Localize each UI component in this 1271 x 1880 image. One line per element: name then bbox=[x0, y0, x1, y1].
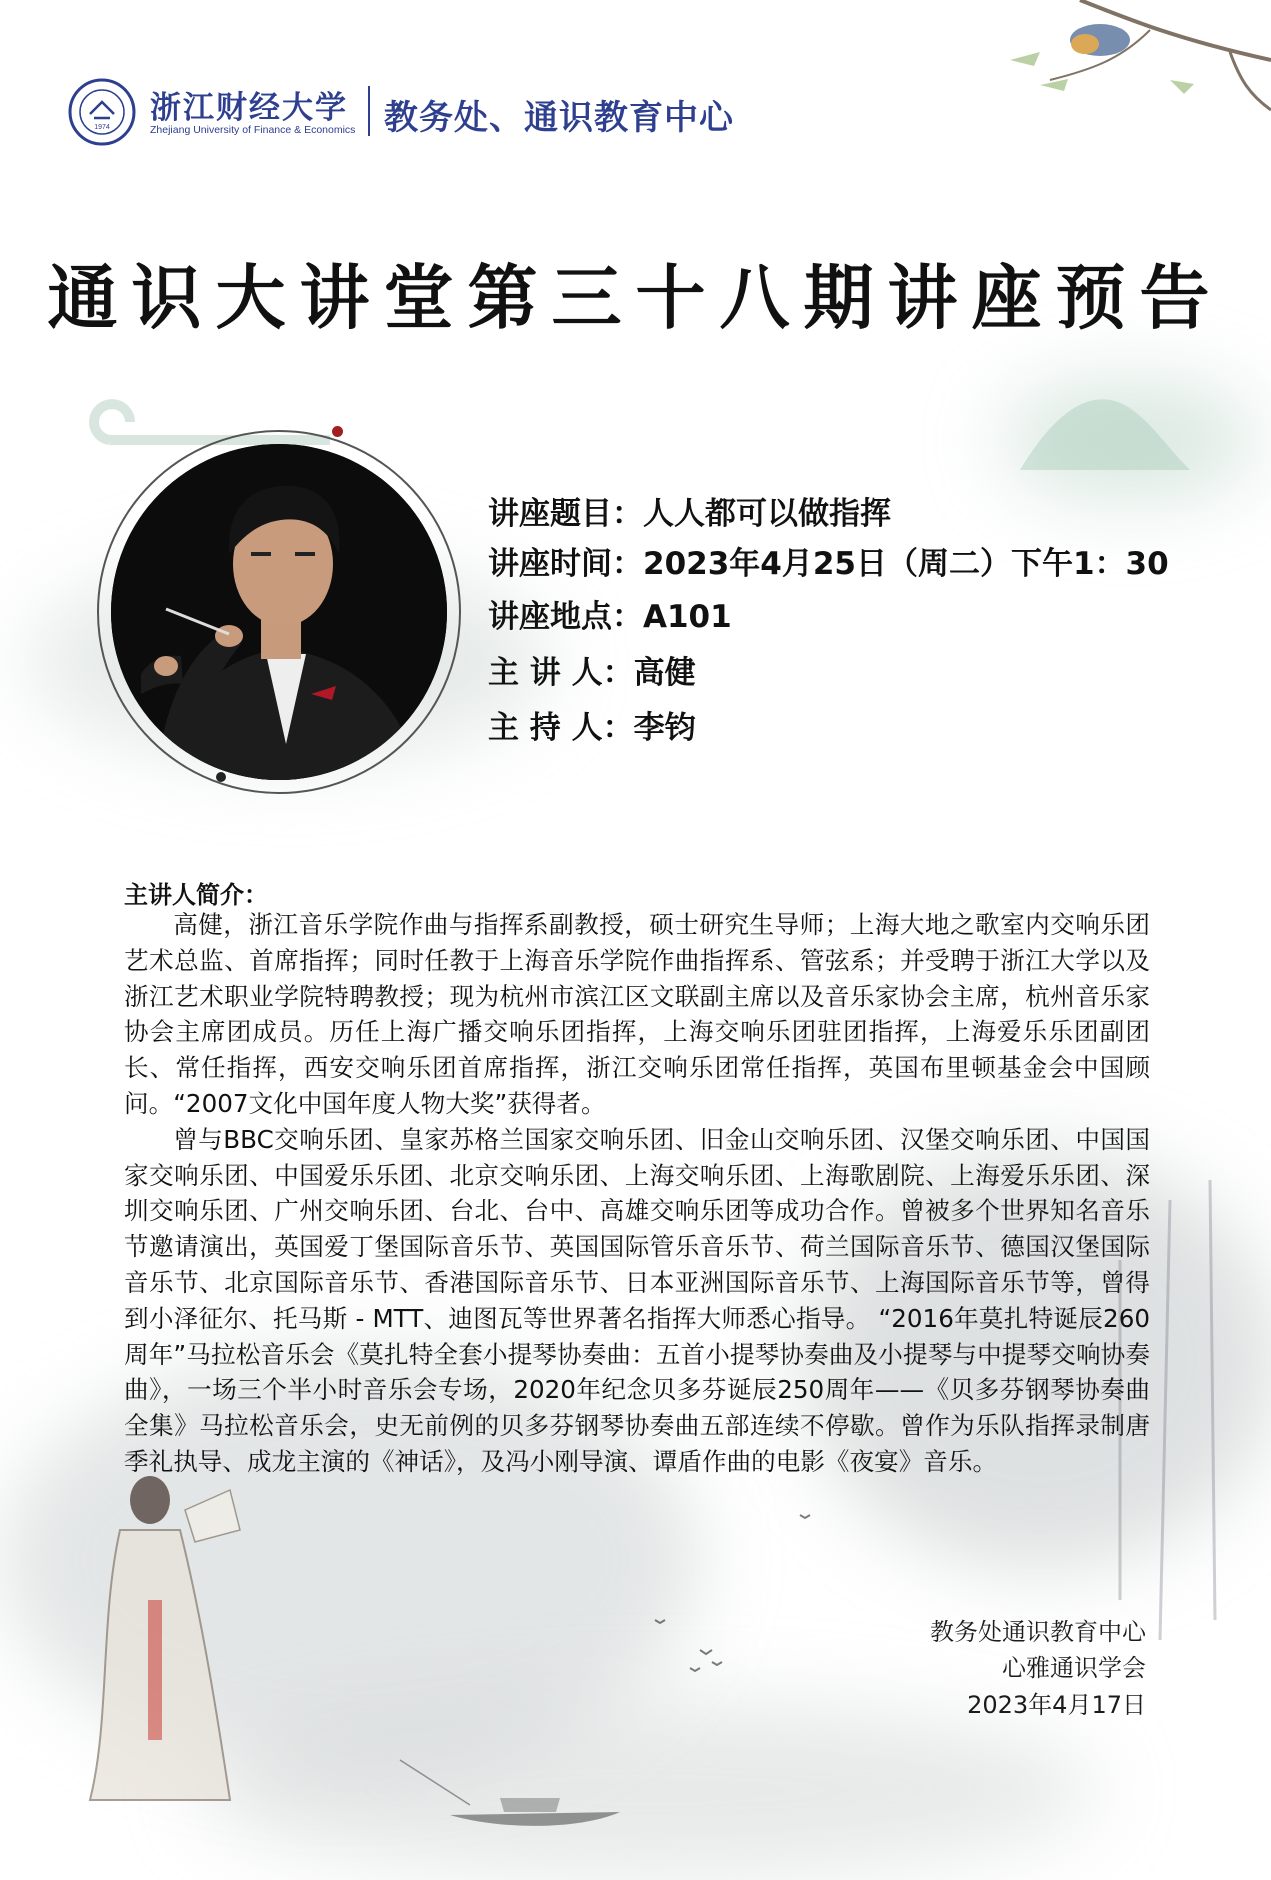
lecture-host-row bbox=[488, 702, 696, 747]
footer-society: 心雅通识学会 bbox=[1002, 1654, 1146, 1682]
flying-birds bbox=[655, 1515, 810, 1671]
bio-paragraph-2: 曾与BBC交响乐团、皇家苏格兰国家交响乐团、旧金山交响乐团、汉堡交响乐团、中国国家交响乐团、中国爱乐乐团、北京交响乐团、上海交响乐团、上海歌剧院、上海爱乐乐团、深圳交响乐团、广州交响乐团、台北、台中、高雄交响乐团等成功合作。曾被多个世界知名音乐节邀请演出，英国爱丁堡国际音乐节、英国国际管乐音乐节、荷兰国际音乐节、德国汉堡国际音乐节、北京国际音乐节、香港国际音乐节、日本亚洲国际音乐节、上海国际音乐节等，曾得到小泽征尔、托马斯 - MTT、迪图瓦等世界著名指挥大师悉心指导。 “2016年莫扎特诞辰260周年”马拉松音乐会《莫扎特全套小提琴协奏曲：五首小提琴协奏曲及小提琴与中提琴交响协奏曲》，一场三个半小时音乐会专场，2020年纪念贝多芬诞辰250周年——《贝多芬钢琴协奏曲全集》马拉松音乐会，史无前例的贝多芬钢琴协奏曲五部连续不停歇。曾作为乐队指挥录制唐季礼执导、成龙主演的《神话》，及冯小刚导演、谭盾作曲的电影《夜宴》音乐。 bbox=[124, 1124, 1150, 1476]
university-seal-logo bbox=[68, 78, 136, 146]
host-label: 主 持 人： bbox=[488, 710, 634, 746]
boat bbox=[400, 1760, 620, 1826]
lecture-time-row bbox=[488, 538, 1169, 583]
lecture-location-row bbox=[488, 591, 732, 636]
host-value: 李钧 bbox=[633, 710, 696, 746]
speaker-label: 主 讲 人： bbox=[488, 655, 634, 691]
decor-dot-red bbox=[332, 426, 343, 437]
bio-paragraph-1: 高健，浙江音乐学院作曲与指挥系副教授，硕士研究生导师；上海大地之歌室内交响乐团艺术总监、首席指挥；同时任教于上海音乐学院作曲指挥系、管弦系；并受聘于浙江大学以及浙江艺术职业学院特聘教授；现为杭州市滨江区文联副主席以及音乐家协会主席，杭州音乐家协会主席团成员。历任上海广播交响乐团指挥，上海交响乐团驻团指挥，上海爱乐乐团副团长、常任指挥，西安交响乐团首席指挥，浙江交响乐团常任指挥，英国布里顿基金会中国顾问。“2007文化中国年度人物大奖”获得者。 bbox=[124, 910, 1150, 1118]
footer-date: 2023年4月17日 bbox=[967, 1691, 1146, 1719]
department-name: 教务处、通识教育中心 bbox=[384, 98, 734, 138]
university-name-en: Zhejiang University of Finance & Economics bbox=[150, 124, 356, 136]
topic-value: 人人都可以做指挥 bbox=[643, 496, 891, 532]
time-value: 2023年4月25日（周二）下午1：30 bbox=[643, 546, 1169, 582]
decor-dot-dark bbox=[216, 772, 226, 782]
lecture-speaker-row bbox=[488, 647, 696, 692]
conductor-illustration bbox=[111, 444, 447, 780]
seal-year: 1974 bbox=[94, 124, 110, 131]
branch-bird-illustration bbox=[1010, 0, 1271, 110]
bio-heading: 主讲人简介： bbox=[124, 881, 268, 909]
footer-organizer: 教务处通识教育中心 bbox=[930, 1618, 1146, 1646]
time-label: 讲座时间： bbox=[488, 546, 643, 582]
university-name-cn: 浙江财经大学 bbox=[150, 90, 348, 126]
lecture-topic-row bbox=[488, 488, 891, 533]
speaker-portrait bbox=[111, 444, 447, 780]
page-title: 通识大讲堂第三十八期讲座预告 bbox=[47, 256, 1224, 339]
location-label: 讲座地点： bbox=[488, 599, 643, 635]
speaker-value: 高健 bbox=[633, 655, 696, 691]
header-divider bbox=[368, 86, 370, 136]
scholar-figure bbox=[90, 1476, 240, 1800]
bio-text bbox=[124, 907, 1150, 1480]
location-value: A101 bbox=[643, 599, 732, 635]
mountain-right bbox=[1020, 399, 1190, 470]
topic-label: 讲座题目： bbox=[488, 496, 643, 532]
